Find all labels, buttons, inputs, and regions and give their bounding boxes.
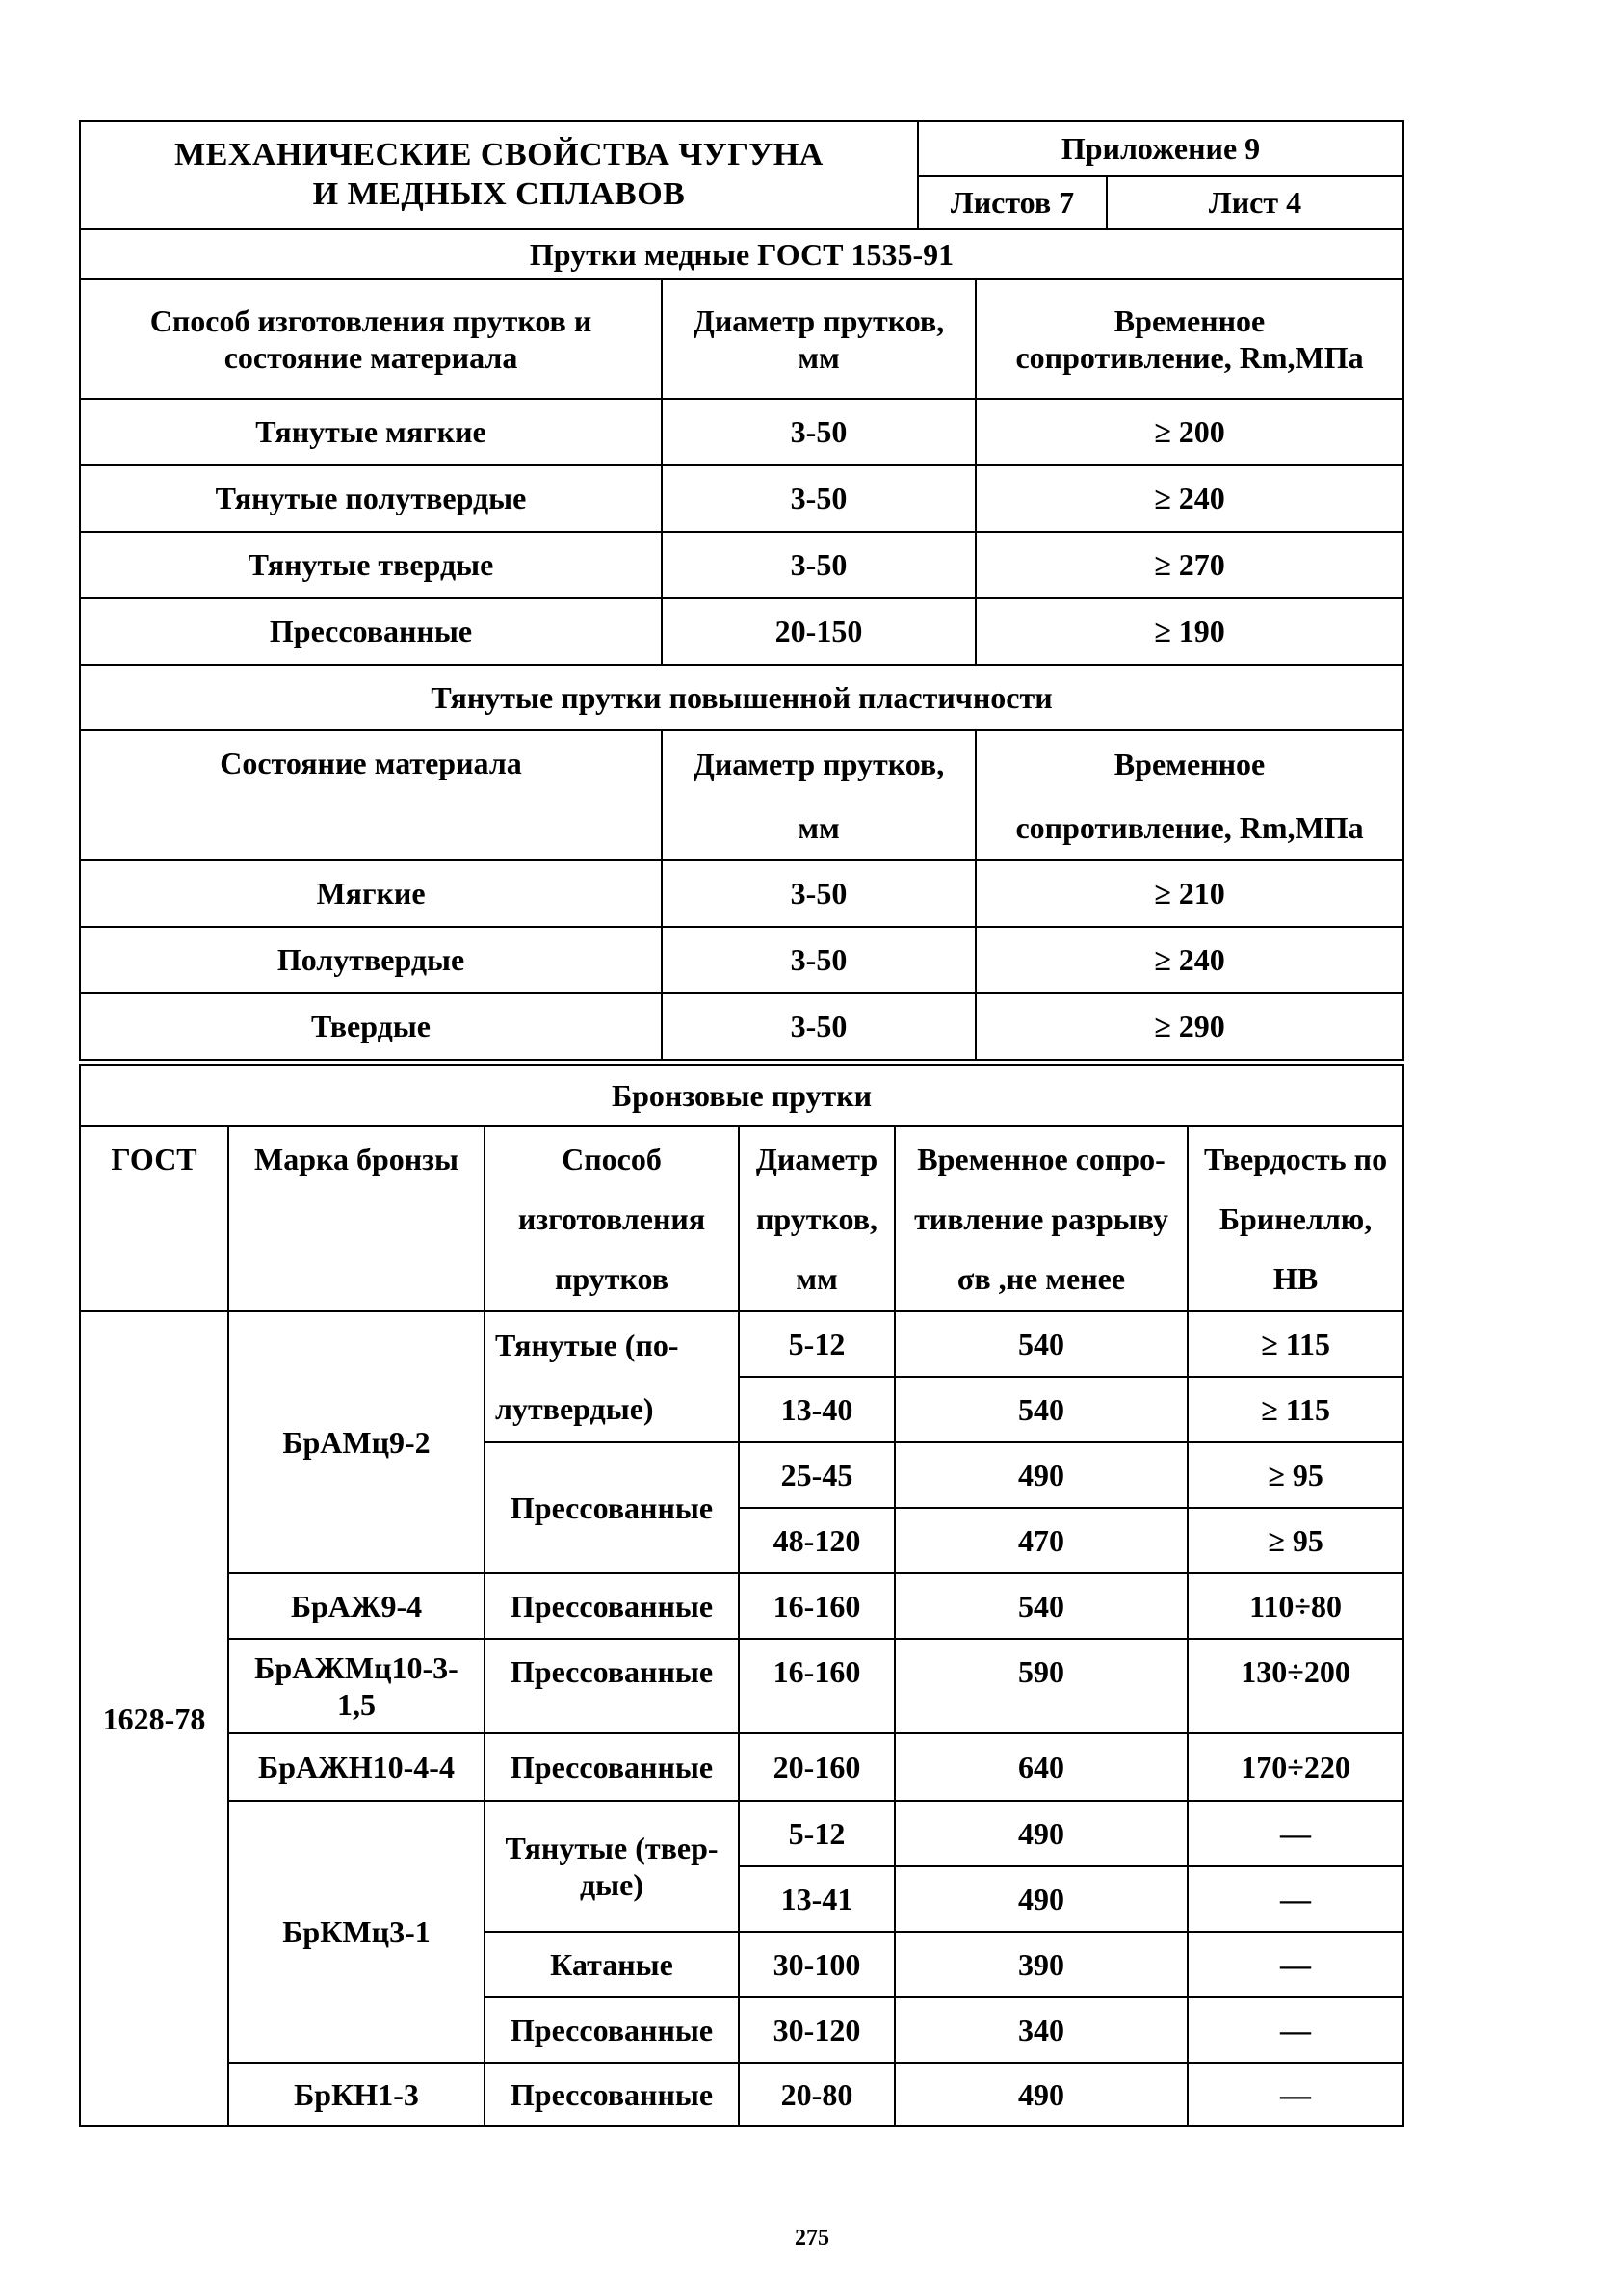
table-cell: 540	[895, 1311, 1188, 1377]
table-cell: 490	[895, 2063, 1188, 2126]
table-cell: 13-40	[739, 1377, 895, 1442]
column-header: Временное сопротивление, Rm,МПа	[976, 279, 1403, 399]
method-cell: Прессованные	[485, 1573, 739, 1639]
table-cell: 340	[895, 1997, 1188, 2063]
table-cell: ≥ 115	[1188, 1311, 1403, 1377]
table-cell: 20-160	[739, 1733, 895, 1801]
table-row	[80, 598, 1403, 665]
table-row	[80, 860, 1403, 927]
method-cell: Тянутые (твер-дые)	[485, 1801, 739, 1932]
table-cell: 16-160	[739, 1573, 895, 1639]
table-row	[80, 1801, 1403, 1866]
column-header: Временное сопро-тивление разрыву σв ,не менее	[895, 1126, 1188, 1311]
gost-cell: 1628-78	[80, 1311, 228, 2126]
table-cell: Мягкие	[80, 860, 662, 927]
table-cell: 540	[895, 1377, 1188, 1442]
table-cell: 490	[895, 1442, 1188, 1508]
table-cell: ≥ 210	[976, 860, 1403, 927]
table-cell: 5-12	[739, 1801, 895, 1866]
column-header: Диаметр прутков, мм	[662, 279, 976, 399]
table-cell: 590	[895, 1639, 1188, 1733]
copper-rods-table	[79, 228, 1404, 1061]
table-cell: 3-50	[662, 860, 976, 927]
table-cell: 110÷80	[1188, 1573, 1403, 1639]
column-header: Способ изготовления прутков и состояние материала	[80, 279, 662, 399]
table-cell: 3-50	[662, 465, 976, 532]
table-cell: 490	[895, 1866, 1188, 1932]
table-cell: 13-41	[739, 1866, 895, 1932]
table-cell: Тянутые мягкие	[80, 399, 662, 465]
table-cell: 3-50	[662, 532, 976, 598]
appendix-label: Приложение 9	[918, 121, 1403, 176]
table-cell: Полутвердые	[80, 927, 662, 993]
table-row	[80, 2063, 1403, 2126]
table-cell: Твердые	[80, 993, 662, 1060]
table-cell: 3-50	[662, 399, 976, 465]
table-cell: Тянутые твердые	[80, 532, 662, 598]
section-caption: Прутки медные ГОСТ 1535-91	[80, 229, 1403, 279]
table-cell: —	[1188, 1997, 1403, 2063]
table-cell: —	[1188, 1932, 1403, 1997]
document-title	[80, 121, 918, 229]
table-cell: ≥ 190	[976, 598, 1403, 665]
sheet-number: Лист 4	[1107, 176, 1403, 229]
grade-cell: БрАЖН10-4-4	[228, 1733, 485, 1801]
header-table	[79, 120, 1404, 230]
table-cell: 30-120	[739, 1997, 895, 2063]
page-number: 275	[795, 2226, 829, 2251]
table-cell: ≥ 200	[976, 399, 1403, 465]
method-cell: Прессованные	[485, 1733, 739, 1801]
table-cell: ≥ 95	[1188, 1508, 1403, 1573]
method-cell: Прессованные	[485, 1442, 739, 1573]
column-header: Временное сопротивление, Rm,МПа	[976, 730, 1403, 860]
table-cell: —	[1188, 1801, 1403, 1866]
table-cell: Прессованные	[80, 598, 662, 665]
table-cell: 490	[895, 1801, 1188, 1866]
table-cell: 390	[895, 1932, 1188, 1997]
table-cell: ≥ 240	[976, 927, 1403, 993]
table-row	[80, 465, 1403, 532]
table-cell: 20-80	[739, 2063, 895, 2126]
table-cell: 20-150	[662, 598, 976, 665]
sheets-count: Листов 7	[918, 176, 1107, 229]
table-cell: 48-120	[739, 1508, 895, 1573]
table-cell: 30-100	[739, 1932, 895, 1997]
column-header: Твердость по Бринеллю, НВ	[1188, 1126, 1403, 1311]
bronze-rods-table	[79, 1064, 1404, 2127]
table-row	[80, 993, 1403, 1060]
column-header: Диаметр прутков, мм	[662, 730, 976, 860]
table-row	[80, 532, 1403, 598]
table-cell: 170÷220	[1188, 1733, 1403, 1801]
table-cell: —	[1188, 1866, 1403, 1932]
table-cell: 470	[895, 1508, 1188, 1573]
table-row	[80, 1733, 1403, 1801]
grade-cell: БрАЖМц10-3-1,5	[228, 1639, 485, 1733]
title-line-1: МЕХАНИЧЕСКИЕ СВОЙСТВА ЧУГУНА	[174, 137, 824, 173]
table-cell: 16-160	[739, 1639, 895, 1733]
table-cell: 130÷200	[1188, 1639, 1403, 1733]
method-cell: Тянутые (по-лутвердые)	[485, 1311, 739, 1442]
table-row	[80, 1311, 1403, 1377]
table-row	[80, 1639, 1403, 1733]
table-cell: ≥ 95	[1188, 1442, 1403, 1508]
table-cell: ≥ 240	[976, 465, 1403, 532]
table-cell: 3-50	[662, 927, 976, 993]
table-cell: 640	[895, 1733, 1188, 1801]
table-row	[80, 927, 1403, 993]
column-header: Способ изготовления прутков	[485, 1126, 739, 1311]
section-caption: Тянутые прутки повышенной пластичности	[80, 665, 1403, 730]
column-header: ГОСТ	[80, 1126, 228, 1311]
table-cell: 3-50	[662, 993, 976, 1060]
table-cell: 25-45	[739, 1442, 895, 1508]
column-header: Диаметр прутков, мм	[739, 1126, 895, 1311]
method-cell: Катаные	[485, 1932, 739, 1997]
section-caption: Бронзовые прутки	[80, 1065, 1403, 1126]
method-cell: Прессованные	[485, 1997, 739, 2063]
title-line-2: И МЕДНЫХ СПЛАВОВ	[312, 176, 686, 212]
grade-cell: БрАМц9-2	[228, 1311, 485, 1573]
column-header: Марка бронзы	[228, 1126, 485, 1311]
grade-cell: БрАЖ9-4	[228, 1573, 485, 1639]
table-cell: Тянутые полутвердые	[80, 465, 662, 532]
table-row	[80, 1573, 1403, 1639]
table-cell: —	[1188, 2063, 1403, 2126]
method-cell: Прессованные	[485, 2063, 739, 2126]
grade-cell: БрКН1-3	[228, 2063, 485, 2126]
grade-cell: БрКМц3-1	[228, 1801, 485, 2063]
table-cell: ≥ 115	[1188, 1377, 1403, 1442]
table-cell: 5-12	[739, 1311, 895, 1377]
method-cell: Прессованные	[485, 1639, 739, 1733]
table-row	[80, 399, 1403, 465]
column-header: Состояние материала	[80, 730, 662, 860]
table-cell: 540	[895, 1573, 1188, 1639]
table-cell: ≥ 290	[976, 993, 1403, 1060]
table-cell: ≥ 270	[976, 532, 1403, 598]
